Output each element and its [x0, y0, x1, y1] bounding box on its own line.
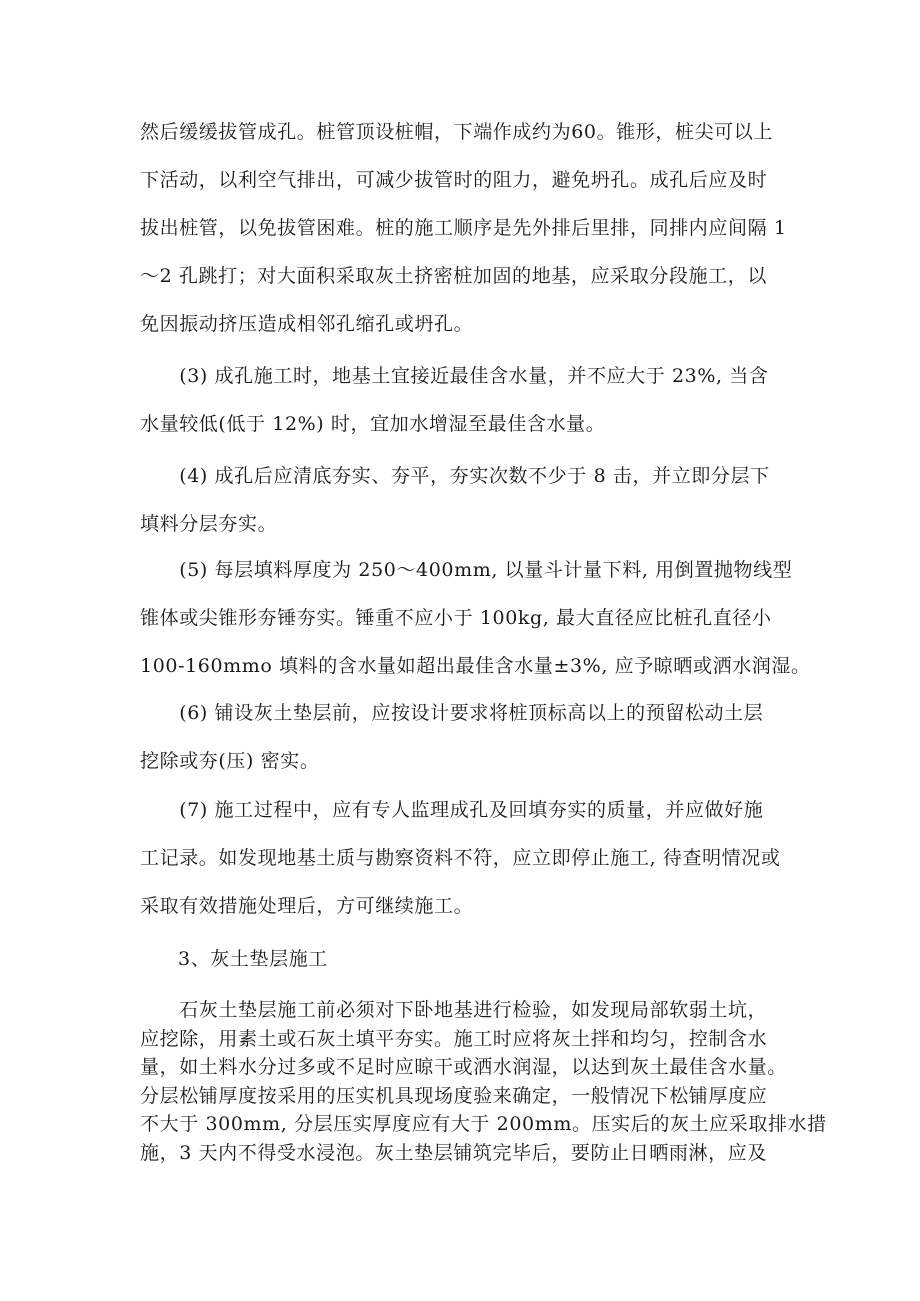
text-line: 100-160mmo 填料的含水量如超出最佳含水量±3%, 应予晾晒或洒水润湿。: [140, 655, 811, 677]
text-line: (7) 施工过程中，应有专人监理成孔及回填夯实的质量，并应做好施: [140, 799, 764, 821]
paragraph-item-6: [140, 689, 790, 785]
text-line: 挖除或夯(压) 密实。: [140, 750, 320, 772]
paragraph-item-3: [140, 352, 790, 448]
text-line: (3) 成孔施工时，地基土宜接近最佳含水量，并不应大于 23%, 当含: [140, 365, 769, 387]
text-line: 不大于 300mm, 分层压实厚度应有大于 200mm。压实后的灰土应采取排水措: [140, 1113, 827, 1135]
text-line: (5) 每层填料厚度为 250～400mm, 以量斗计量下料, 用倒置抛物线型: [140, 559, 793, 581]
text-line: 然后缓缓拔管成孔。桩管顶设桩帽，下端作成约为60。锥形，桩尖可以上: [140, 121, 773, 143]
text-line: ～2 孔跳打；对大面积采取灰土挤密桩加固的地基，应采取分段施工，以: [140, 265, 767, 287]
paragraph-lime-soil-cushion: [140, 996, 827, 1167]
text-line: 采取有效措施处理后，方可继续施工。: [140, 895, 474, 917]
text-line: 填料分层夯实。: [140, 513, 278, 535]
text-line: 施，3 天内不得受水浸泡。灰土垫层铺筑完毕后，要防止日晒雨淋，应及: [140, 1141, 767, 1164]
text-line: 下活动，以利空气排出，可减少拔管时的阻力，避免坍孔。成孔后应及时: [140, 169, 768, 191]
text-line: 工记录。如发现地基土质与勘察资料不符，应立即停止施工, 待查明情况或: [140, 847, 781, 869]
text-line: 免因振动挤压造成相邻孔缩孔或坍孔。: [140, 313, 474, 335]
paragraph-item-7: [140, 786, 790, 930]
paragraph-item-5: [140, 546, 811, 690]
text-line: 锥体或尖锥形夯锤夯实。锤重不应小于 100kg, 最大直径应比桩孔直径小: [140, 607, 772, 629]
text-line: 分层松铺厚度按采用的压实机具现场度验来确定，一般情况下松铺厚度应: [140, 1084, 768, 1107]
text-line: 石灰土垫层施工前必须对下卧地基进行检验，如发现局部软弱土坑，: [140, 999, 768, 1021]
text-line: (6) 铺设灰土垫层前，应按设计要求将桩顶标高以上的预留松动土层: [140, 702, 764, 724]
text-line: 水量较低(低于 12%) 时，宜加水增湿至最佳含水量。: [140, 413, 606, 435]
paragraph-item-4: [140, 452, 790, 548]
section-heading: 3、灰土垫层施工: [178, 948, 328, 970]
text-line: 量，如土料水分过多或不足时应晾干或洒水润湿，以达到灰土最佳含水量。: [140, 1056, 787, 1078]
text-line: 应挖除，用素土或石灰土填平夯实。施工时应将灰土拌和均匀，控制含水: [140, 1027, 768, 1050]
text-line: 拔出桩管，以免拔管困难。桩的施工顺序是先外排后里排，同排内应间隔 1: [140, 217, 787, 239]
paragraph-pile-construction-sequence: [140, 108, 790, 348]
text-line: (4) 成孔后应清底夯实、夯平，夯实次数不少于 8 击，并立即分层下: [140, 465, 770, 487]
